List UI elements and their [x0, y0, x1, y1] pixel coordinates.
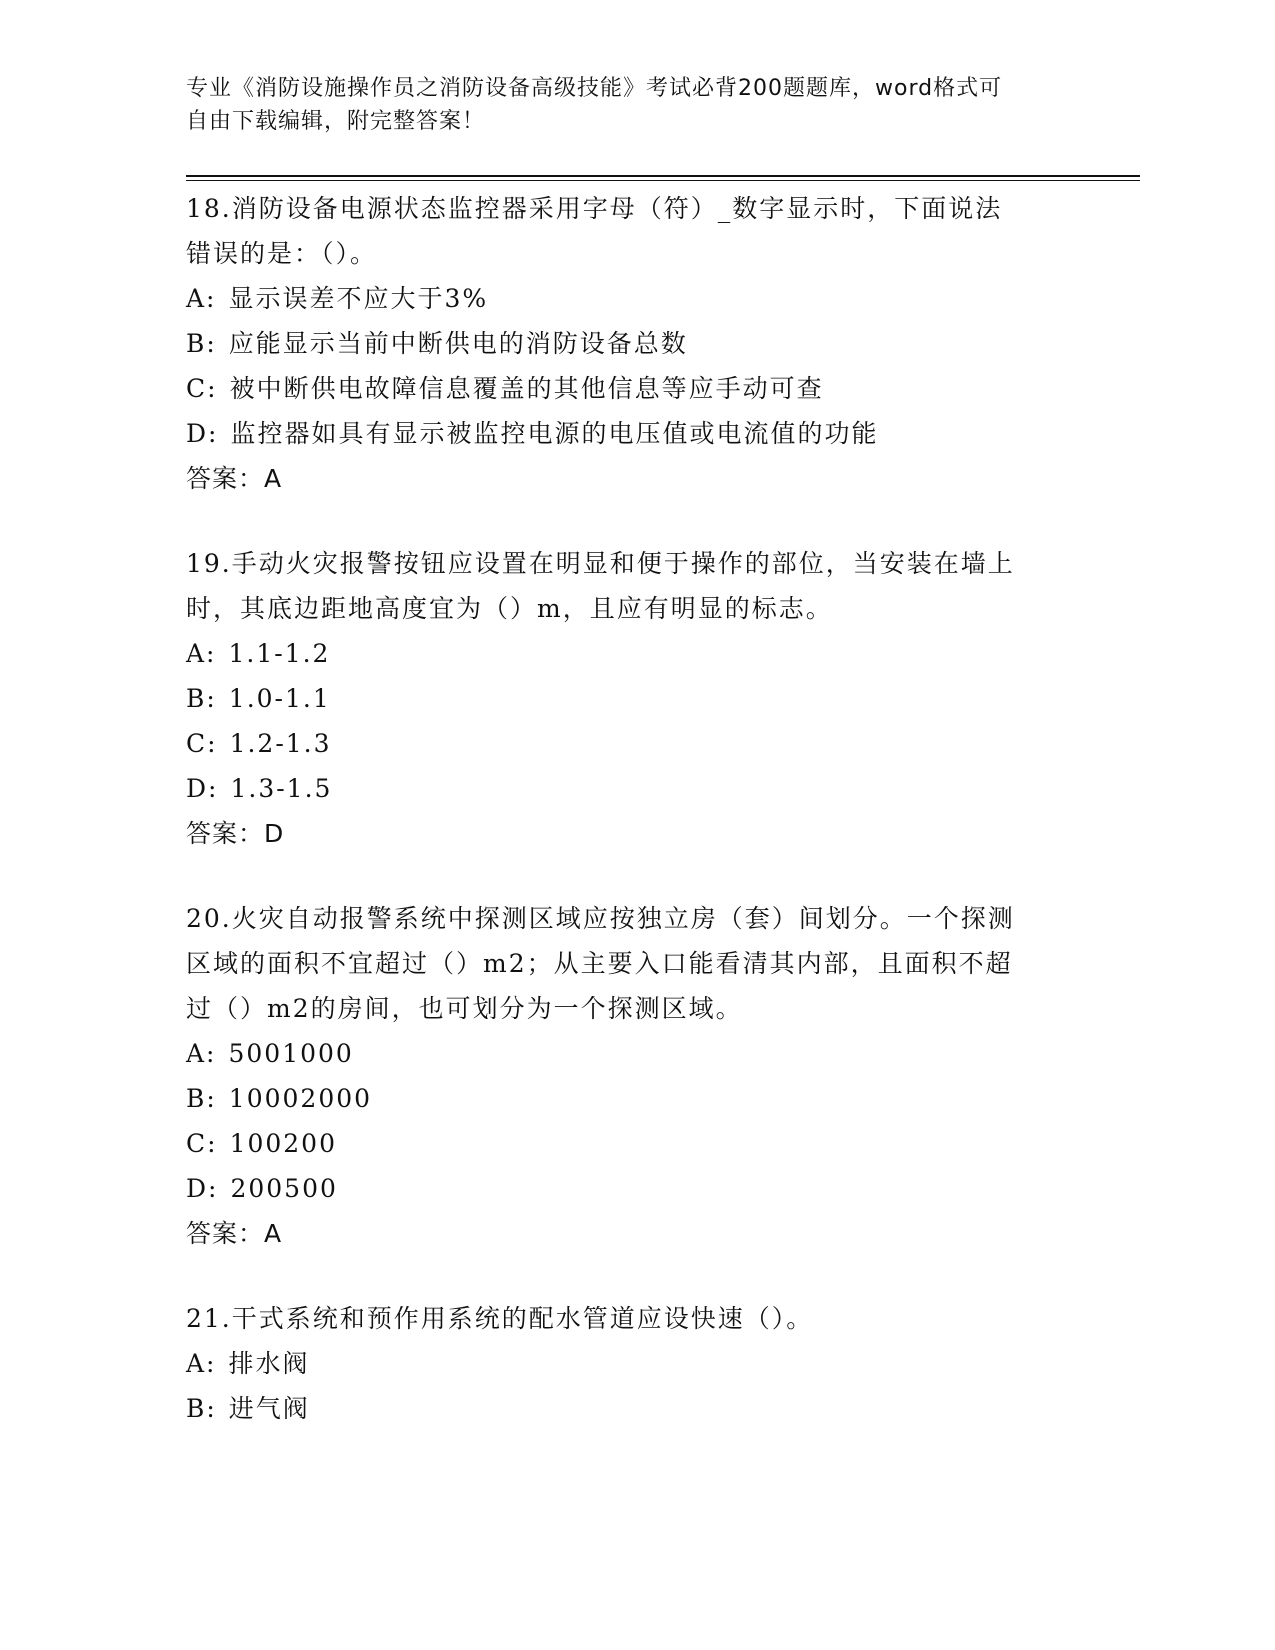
question-stem-line: 时，其底边距地高度宜为（）m，且应有明显的标志。 [186, 594, 833, 623]
question-stem-line: 错误的是：（）。 [186, 239, 378, 268]
option-text: 1.3-1.5 [230, 774, 333, 803]
option-text: 显示误差不应大于3% [228, 284, 489, 313]
option-key: D: [186, 1174, 219, 1203]
option-a [186, 1031, 1086, 1076]
option-text: 监控器如具有显示被监控电源的电压值或电流值的功能 [230, 419, 879, 448]
option-key: B: [186, 329, 217, 358]
option-text: 10002000 [228, 1084, 373, 1113]
question-stem-line: 20.火灾自动报警系统中探测区域应按独立房（套）间划分。一个探测 [186, 904, 1015, 933]
option-text: 1.2-1.3 [229, 729, 332, 758]
option-key: D: [186, 774, 219, 803]
option-d [186, 411, 1086, 456]
option-text: 1.0-1.1 [228, 684, 331, 713]
header-divider-thick [186, 175, 1140, 177]
option-a [186, 1341, 1086, 1386]
option-key: A: [186, 639, 217, 668]
answer-label: 答案：A [186, 1219, 283, 1248]
option-key: A: [186, 284, 217, 313]
option-key: D: [186, 419, 219, 448]
header-divider-thin [186, 180, 1140, 181]
question-stem-line: 过（）m2的房间，也可划分为一个探测区域。 [186, 994, 743, 1023]
option-text: 1.1-1.2 [228, 639, 331, 668]
question-19 [186, 541, 1086, 856]
question-20 [186, 896, 1086, 1256]
document-header [186, 72, 1086, 138]
option-c [186, 721, 1086, 766]
answer-label: 答案：A [186, 464, 283, 493]
option-b [186, 321, 1086, 366]
option-key: A: [186, 1349, 217, 1378]
option-b [186, 1386, 1086, 1431]
option-text: 进气阀 [228, 1394, 310, 1423]
question-21 [186, 1296, 1086, 1431]
option-d [186, 1166, 1086, 1211]
question-stem-line: 区域的面积不宜超过（）m2；从主要入口能看清其内部，且面积不超 [186, 949, 1013, 978]
question-stem-line: 21.干式系统和预作用系统的配水管道应设快速（）。 [186, 1304, 814, 1333]
option-key: A: [186, 1039, 217, 1068]
option-text: 200500 [230, 1174, 338, 1203]
answer-label: 答案：D [186, 819, 285, 848]
option-c [186, 366, 1086, 411]
option-text: 被中断供电故障信息覆盖的其他信息等应手动可查 [229, 374, 824, 403]
question-stem-line: 19.手动火灾报警按钮应设置在明显和便于操作的部位，当安装在墙上 [186, 549, 1015, 578]
option-text: 应能显示当前中断供电的消防设备总数 [228, 329, 688, 358]
option-text: 100200 [229, 1129, 337, 1158]
option-text: 排水阀 [228, 1349, 310, 1378]
option-text: 5001000 [228, 1039, 354, 1068]
option-b [186, 1076, 1086, 1121]
option-key: C: [186, 729, 218, 758]
option-c [186, 1121, 1086, 1166]
question-stem-line: 18.消防设备电源状态监控器采用字母（符）_数字显示时，下面说法 [186, 194, 1003, 223]
question-18 [186, 186, 1086, 501]
option-key: B: [186, 1084, 217, 1113]
header-line-2: 自由下载编辑，附完整答案！ [186, 109, 486, 134]
question-list [186, 186, 1086, 1471]
option-key: B: [186, 1394, 217, 1423]
header-line-1: 专业《消防设施操作员之消防设备高级技能》考试必背200题题库，word格式可 [186, 76, 1003, 101]
option-a [186, 631, 1086, 676]
option-key: C: [186, 374, 218, 403]
option-b [186, 676, 1086, 721]
option-d [186, 766, 1086, 811]
option-key: C: [186, 1129, 218, 1158]
option-a [186, 276, 1086, 321]
option-key: B: [186, 684, 217, 713]
